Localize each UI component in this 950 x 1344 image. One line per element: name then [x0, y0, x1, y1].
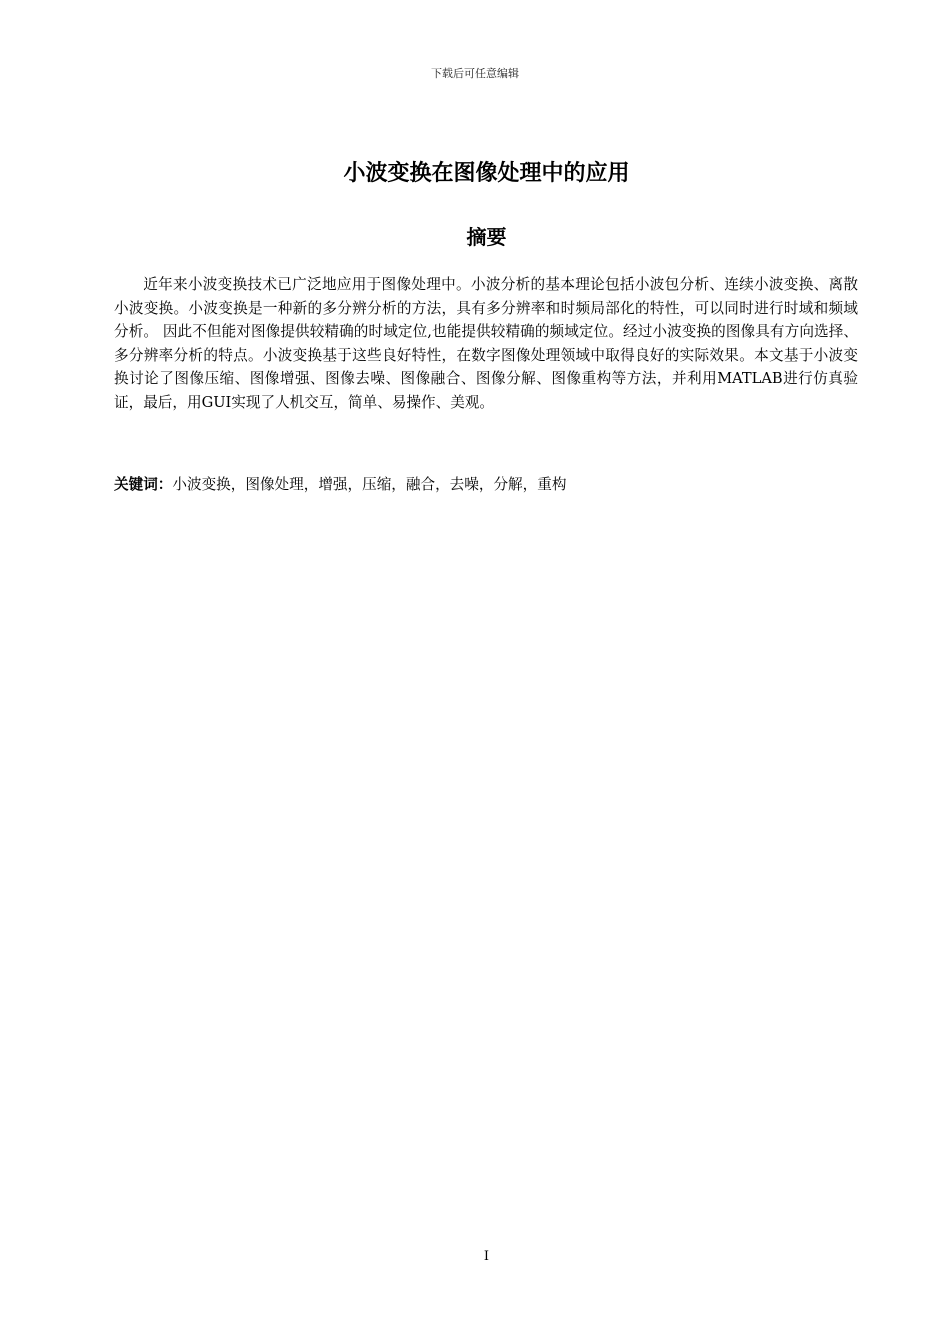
abstract-heading: 摘要: [466, 225, 507, 249]
keywords-label: 关键词：: [114, 476, 173, 493]
keywords-value: 小波变换，图像处理，增强，压缩，融合，去噪，分解，重构: [172, 476, 567, 493]
keywords-line: [114, 474, 858, 496]
document-title: 小波变换在图像处理中的应用: [343, 161, 630, 186]
page-header: 下载后可任意编辑: [431, 67, 519, 80]
abstract-body: 近年来小波变换技术已广泛地应用于图像处理中。小波分析的基本理论包括小波包分析、连续小波变换、离散小波变换。小波变换是一种新的多分辨分析的方法，具有多分辨率和时频局部化的特性，可以同时进行时域和频域分析。 因此不但能对图像提供较精确的时域定位,也能提供较精确的频域定位。经过小波变换的图像具有方向选择、多分辨率分析的特点。小波变换基于这些良好特性，在数字图像处理领域中取得良好的实际效果。本文基于小波变换讨论了图像压缩、图像增强、图像去噪、图像融合、图像分解、图像重构等方法，并利用MATLAB进行仿真验证，最后，用GUI实现了人机交互，简单、易操作、美观。: [114, 276, 858, 411]
page-number: I: [483, 1249, 490, 1264]
